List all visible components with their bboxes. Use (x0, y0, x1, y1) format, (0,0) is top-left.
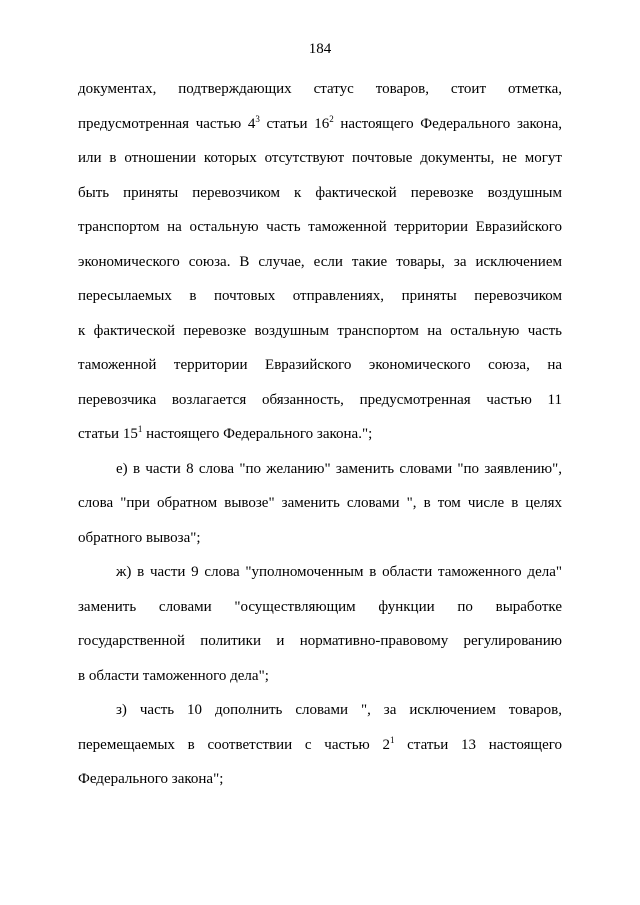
superscript: 1 (389, 734, 395, 745)
text-segment: Федерального закона"; (78, 771, 224, 787)
text-segment: в области таможенного дела"; (78, 667, 269, 684)
text-segment: з) часть 10 дополнить словами ", за исключением товаров, (116, 702, 562, 718)
text-segment: или в отношении которых отсутствуют почтовые документы, не могут (78, 150, 562, 166)
text-segment: обратного вывоза"; (78, 529, 201, 546)
text-line (78, 555, 562, 590)
text-line (78, 348, 562, 383)
text-line (78, 210, 562, 245)
text-line (78, 728, 562, 763)
text-line (78, 279, 562, 314)
text-line (78, 521, 562, 556)
text-line (78, 452, 562, 487)
text-segment: статьи 15 (78, 426, 138, 442)
text-line (78, 141, 562, 176)
text-segment: транспортом на остальную часть таможенной территории Евразийского (78, 219, 562, 235)
text-segment: перевозчика возлагается обязанность, предусмотренная частью 11 (78, 391, 562, 408)
text-line (78, 486, 562, 521)
text-line (78, 314, 562, 349)
text-segment: заменить словами "осуществляющим функции по выработке (78, 598, 562, 615)
text-line (78, 624, 562, 659)
text-line (78, 245, 562, 280)
text-segment: предусмотренная частью 4 (78, 115, 256, 132)
text-segment: пересылаемых в почтовых отправлениях, приняты перевозчиком (78, 288, 562, 304)
text-segment: документах, подтверждающих статус товаров, стоит отметка, (78, 81, 562, 97)
text-segment: быть приняты перевозчиком к фактической перевозке воздушным (78, 184, 562, 201)
text-segment: настоящего Федерального закона, (333, 115, 562, 132)
text-segment: статьи 16 (259, 115, 330, 132)
superscript: 3 (255, 113, 260, 124)
text-segment: настоящего Федерального закона."; (142, 426, 373, 442)
document-body (78, 72, 562, 797)
text-line (78, 176, 562, 211)
text-line (78, 72, 562, 107)
text-line (78, 590, 562, 625)
text-segment: слова "при обратном вывозе" заменить словами ", в том числе в целях (78, 495, 562, 511)
text-segment: ж) в части 9 слова "уполномоченным в области таможенного дела" (116, 564, 562, 580)
superscript: 2 (329, 113, 334, 124)
text-line (78, 693, 562, 728)
text-segment: к фактической перевозке воздушным транспортом на остальную часть (78, 322, 562, 339)
text-segment: экономического союза. В случае, если такие товары, за исключением (78, 253, 562, 270)
text-line (78, 417, 562, 452)
text-line (78, 762, 562, 797)
text-segment: е) в части 8 слова "по желанию" заменить словами "по заявлению", (116, 460, 562, 477)
text-line (78, 107, 562, 142)
text-segment: таможенной территории Евразийского экономического союза, на (78, 357, 562, 373)
page-number: 184 (308, 41, 332, 57)
text-segment: перемещаемых в соответствии с частью 2 (78, 736, 390, 753)
superscript: 1 (137, 424, 143, 434)
text-line (78, 383, 562, 418)
text-segment: статьи 13 настоящего (394, 736, 562, 753)
text-segment: государственной политики и нормативно-правовому регулированию (78, 633, 562, 649)
text-line (78, 659, 562, 694)
